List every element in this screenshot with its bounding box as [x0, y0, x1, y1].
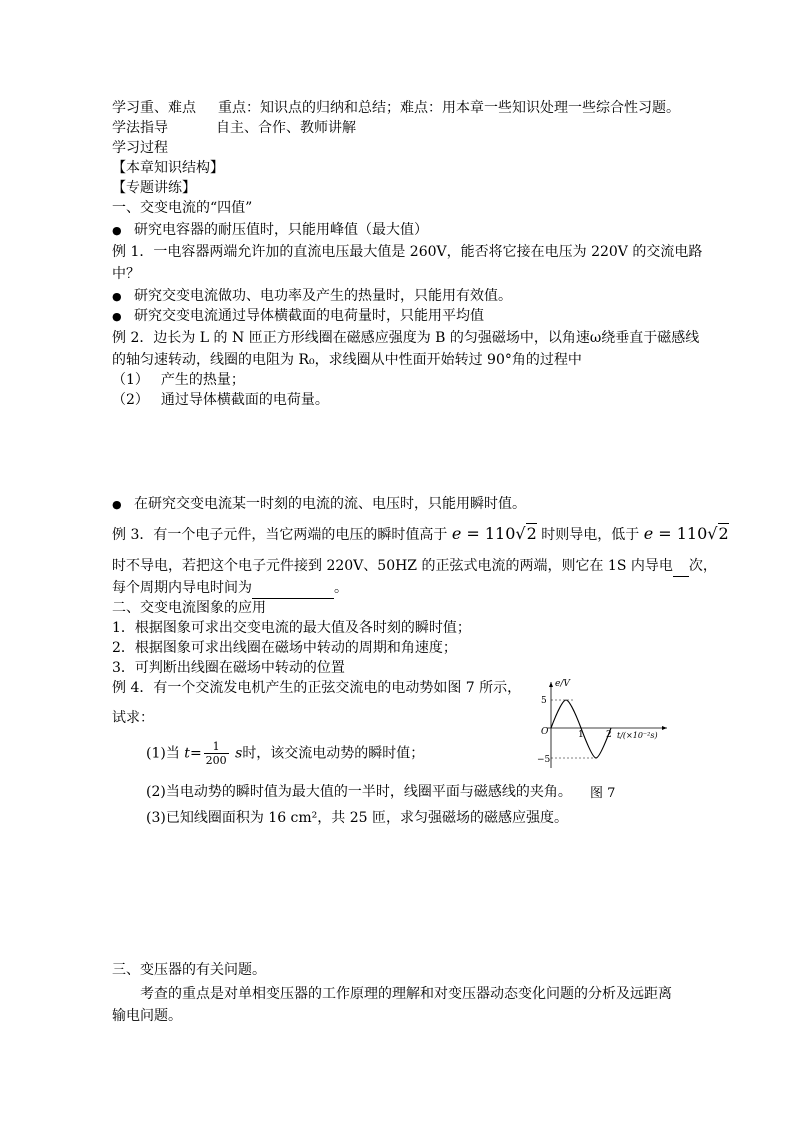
- sine-wave-graph: [533, 676, 673, 772]
- label-method: 学法指导: [112, 120, 168, 136]
- heading-process: 学习过程: [112, 140, 168, 156]
- line-key-points: [112, 98, 680, 118]
- blank-count[interactable]: [673, 556, 689, 577]
- x-axis-arrow: [662, 726, 667, 730]
- example-3: 例 3．有一个电子元件，当它两端的电压的瞬时值高于 e = 110√2 时则导电，低于 e = 110√2: [112, 524, 729, 543]
- example-3-cont2: 每个周期内导电时间为 。: [112, 578, 348, 599]
- text-key-points: 重点：知识点的归纳和总结；难点：用本章一些知识处理一些综合性习题。: [218, 100, 680, 116]
- item-2: 2．根据图象可求出线圈在磁场中转动的周期和角速度；: [112, 640, 457, 656]
- origin-label: O: [541, 727, 549, 737]
- line-method: [112, 118, 356, 138]
- bullet-instant: ● 在研究交变电流某一时刻的电流的流、电压时，只能用瞬时值。: [112, 494, 526, 515]
- text-method: 自主、合作、教师讲解: [216, 120, 356, 136]
- section-3-para-cont: 输电问题。: [112, 1008, 182, 1024]
- example-4-q1: (1)当 t= $\frac{1}{200}$ s时，该交流电动势的瞬时值；: [146, 740, 425, 767]
- label-key-difficult: 学习重、难点: [112, 100, 196, 116]
- fraction: $\frac{1}{200}$: [205, 740, 227, 767]
- section-3-para: 考查的重点是对单相变压器的工作原理的理解和对变压器动态变化问题的分析及远距离: [140, 986, 672, 1002]
- example-2: 例 2．边长为 L 的 N 匝正方形线圈在磁感应强度为 B 的匀强磁场中，以角速ω绕垂直于磁感线: [112, 330, 700, 346]
- x-tick-1: 1: [578, 730, 584, 740]
- bullet-average: ● 研究交变电流通过导体横截面的电荷量时，只能用平均值: [112, 306, 484, 327]
- y-label: e/V: [555, 679, 570, 689]
- heading-practice: 【专题讲练】: [112, 180, 196, 196]
- item-3: 3．可判断出线圈在磁场中转动的位置: [112, 660, 345, 676]
- section-2-title: 二、交变电流图象的应用: [112, 600, 266, 616]
- example-4-q2: (2)当电动势的瞬时值为最大值的一半时，线圈平面与磁感线的夹角。: [146, 784, 572, 800]
- example-2-cont: 的轴匀速转动，线圈的电阻为 R₀，求线圈从中性面开始转过 90°角的过程中: [112, 352, 582, 368]
- example-2-q2: （2） 通过导体横截面的电荷量。: [112, 392, 329, 408]
- bullet-peak: ● 研究电容器的耐压值时，只能用峰值（最大值）: [112, 220, 428, 241]
- x-tick-2: 2: [606, 730, 612, 740]
- example-1-cont: 中？: [112, 266, 140, 282]
- item-1: 1．根据图象可求出交变电流的最大值及各时刻的瞬时值；: [112, 620, 471, 636]
- example-4-ask: 试求：: [112, 710, 154, 726]
- y-max-label: 5: [541, 696, 547, 706]
- x-label: t/(×10⁻²s): [617, 731, 658, 740]
- heading-structure: 【本章知识结构】: [112, 160, 224, 176]
- figure-label: 图 7: [590, 786, 616, 801]
- example-4: 例 4．有一个交流发电机产生的正弦交流电的电动势如图 7 所示，: [112, 680, 522, 696]
- bullet-effective: ● 研究交变电流做功、电功率及产生的热量时，只能用有效值。: [112, 286, 512, 307]
- example-3-cont: 时不导电，若把这个电子元件接到 220V、50HZ 的正弦式电流的两端，则它在 1S 内导电 次，: [112, 556, 717, 577]
- example-2-q1: （1） 产生的热量；: [112, 372, 245, 388]
- section-1-title: 一、交变电流的“四值”: [112, 200, 253, 216]
- example-1: 例 1．一电容器两端允许加的直流电压最大值是 260V，能否将它接在电压为 220V 的交流电路: [112, 244, 703, 260]
- section-3-title: 三、变压器的有关问题。: [112, 962, 266, 978]
- y-min-label: −5: [537, 755, 551, 765]
- example-4-q3: (3)已知线圈面积为 16 cm²，共 25 匝，求匀强磁场的磁感应强度。: [146, 810, 568, 826]
- y-axis-arrow: [549, 682, 553, 687]
- sine-curve: [551, 700, 611, 758]
- blank-time[interactable]: [252, 578, 334, 599]
